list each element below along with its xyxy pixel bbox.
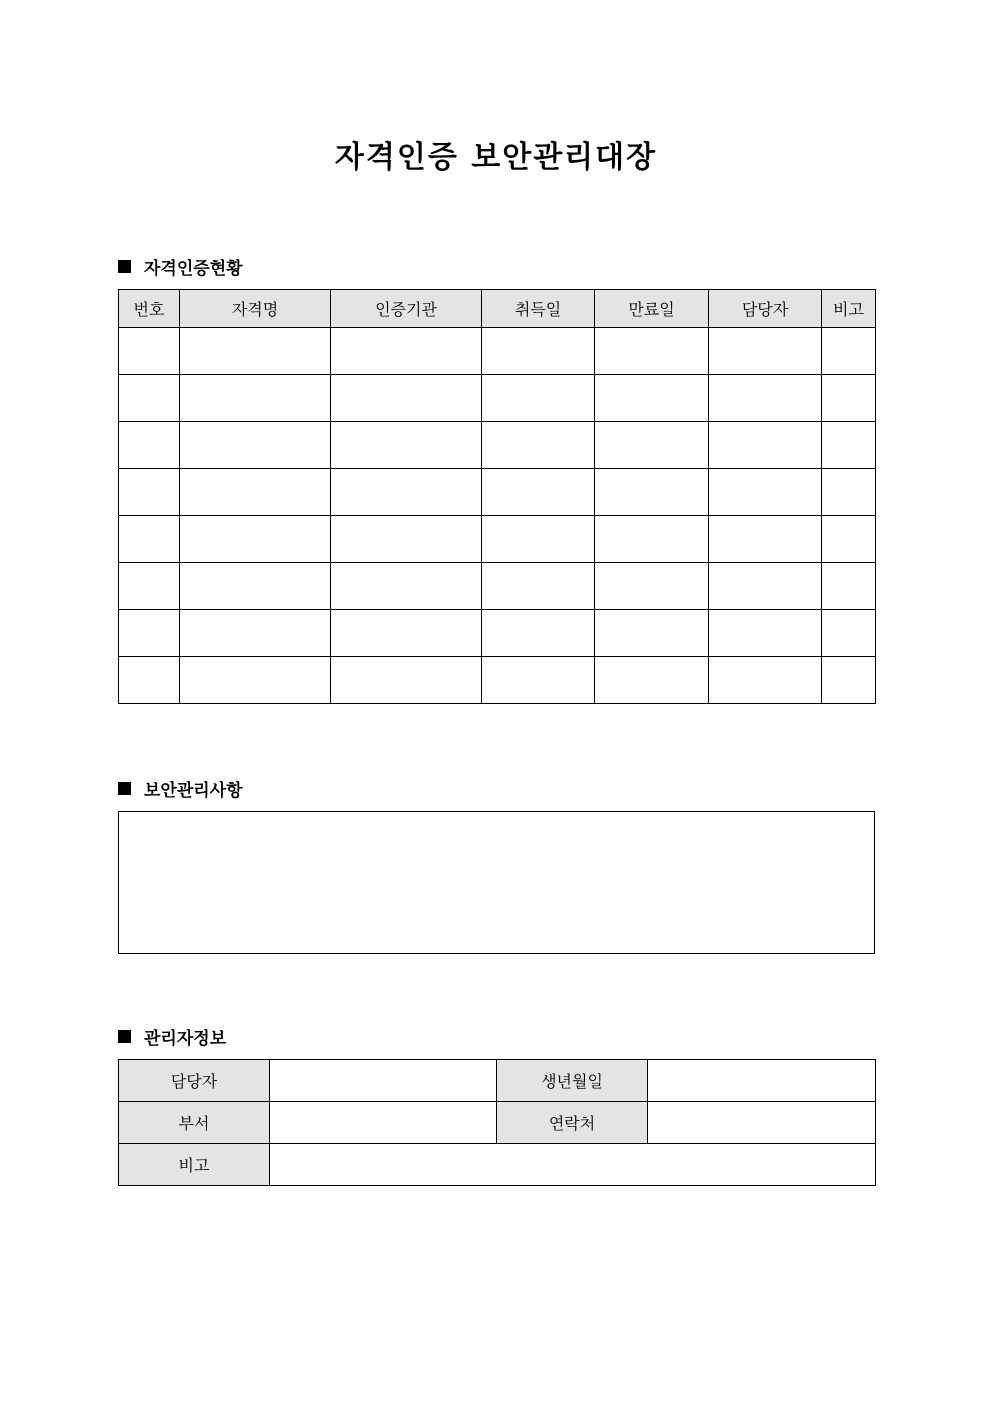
cell-cert-agency[interactable] [331, 610, 482, 657]
cell-number[interactable] [119, 328, 180, 375]
section-heading-manager-label: 관리자정보 [144, 1029, 227, 1049]
cell-acquired-date[interactable] [482, 657, 595, 704]
table-row [119, 1144, 876, 1186]
cell-note[interactable] [822, 516, 876, 563]
cell-person[interactable] [709, 469, 822, 516]
value-contact[interactable] [648, 1102, 876, 1144]
cell-expiry-date[interactable] [595, 516, 709, 563]
table-row [119, 563, 876, 610]
cell-acquired-date[interactable] [482, 469, 595, 516]
col-header-number: 번호 [119, 290, 180, 328]
page-title: 자격인증 보안관리대장 [334, 140, 658, 175]
cert-status-table [118, 289, 876, 704]
cell-note[interactable] [822, 469, 876, 516]
label-birth: 생년월일 [497, 1060, 648, 1102]
cell-cert-agency[interactable] [331, 657, 482, 704]
square-bullet-icon [118, 260, 131, 273]
cell-cert-agency[interactable] [331, 469, 482, 516]
cell-expiry-date[interactable] [595, 610, 709, 657]
cell-acquired-date[interactable] [482, 516, 595, 563]
cell-expiry-date[interactable] [595, 563, 709, 610]
table-row [119, 1102, 876, 1144]
cell-cert-agency[interactable] [331, 328, 482, 375]
value-note[interactable] [270, 1144, 876, 1186]
square-bullet-icon [118, 1030, 131, 1043]
section-heading-cert [118, 254, 243, 279]
cell-number[interactable] [119, 516, 180, 563]
cell-person[interactable] [709, 422, 822, 469]
col-header-note: 비고 [822, 290, 876, 328]
col-header-cert-agency: 인증기관 [331, 290, 482, 328]
cell-cert-agency[interactable] [331, 422, 482, 469]
manager-info-table [118, 1059, 876, 1186]
cell-note[interactable] [822, 422, 876, 469]
table-row [119, 516, 876, 563]
label-dept: 부서 [119, 1102, 270, 1144]
value-dept[interactable] [270, 1102, 497, 1144]
cell-acquired-date[interactable] [482, 610, 595, 657]
cell-note[interactable] [822, 657, 876, 704]
cell-cert-name[interactable] [180, 516, 331, 563]
table-row [119, 610, 876, 657]
col-header-person: 담당자 [709, 290, 822, 328]
cell-expiry-date[interactable] [595, 422, 709, 469]
cell-person[interactable] [709, 516, 822, 563]
cell-expiry-date[interactable] [595, 328, 709, 375]
col-header-expiry-date: 만료일 [595, 290, 709, 328]
cell-expiry-date[interactable] [595, 657, 709, 704]
cell-cert-name[interactable] [180, 469, 331, 516]
cell-cert-name[interactable] [180, 610, 331, 657]
cell-acquired-date[interactable] [482, 563, 595, 610]
cert-table-body [119, 328, 876, 704]
section-heading-security [118, 776, 243, 801]
col-header-acquired-date: 취득일 [482, 290, 595, 328]
table-row [119, 657, 876, 704]
cell-number[interactable] [119, 422, 180, 469]
cell-cert-name[interactable] [180, 563, 331, 610]
cell-number[interactable] [119, 469, 180, 516]
cell-note[interactable] [822, 610, 876, 657]
cell-person[interactable] [709, 610, 822, 657]
table-row [119, 1060, 876, 1102]
cell-note[interactable] [822, 375, 876, 422]
cell-person[interactable] [709, 328, 822, 375]
cell-person[interactable] [709, 375, 822, 422]
cell-cert-name[interactable] [180, 422, 331, 469]
cell-expiry-date[interactable] [595, 375, 709, 422]
cell-cert-agency[interactable] [331, 375, 482, 422]
section-heading-security-label: 보안관리사항 [144, 781, 243, 801]
value-person[interactable] [270, 1060, 497, 1102]
cell-number[interactable] [119, 563, 180, 610]
cell-cert-agency[interactable] [331, 563, 482, 610]
cell-cert-name[interactable] [180, 375, 331, 422]
cell-person[interactable] [709, 657, 822, 704]
cell-cert-name[interactable] [180, 328, 331, 375]
cell-number[interactable] [119, 610, 180, 657]
label-note: 비고 [119, 1144, 270, 1186]
cell-number[interactable] [119, 375, 180, 422]
security-notes-box[interactable] [118, 811, 875, 954]
cell-note[interactable] [822, 328, 876, 375]
cell-acquired-date[interactable] [482, 328, 595, 375]
label-contact: 연락처 [497, 1102, 648, 1144]
section-heading-manager [118, 1024, 226, 1049]
cell-cert-agency[interactable] [331, 516, 482, 563]
square-bullet-icon [118, 782, 131, 795]
cell-acquired-date[interactable] [482, 375, 595, 422]
table-row [119, 422, 876, 469]
value-birth[interactable] [648, 1060, 876, 1102]
cell-person[interactable] [709, 563, 822, 610]
cell-expiry-date[interactable] [595, 469, 709, 516]
table-row [119, 328, 876, 375]
table-header-row [119, 290, 876, 328]
cell-cert-name[interactable] [180, 657, 331, 704]
cell-acquired-date[interactable] [482, 422, 595, 469]
cell-note[interactable] [822, 563, 876, 610]
label-person: 담당자 [119, 1060, 270, 1102]
table-row [119, 469, 876, 516]
col-header-cert-name: 자격명 [180, 290, 331, 328]
section-heading-cert-label: 자격인증현황 [144, 259, 243, 279]
cell-number[interactable] [119, 657, 180, 704]
table-row [119, 375, 876, 422]
